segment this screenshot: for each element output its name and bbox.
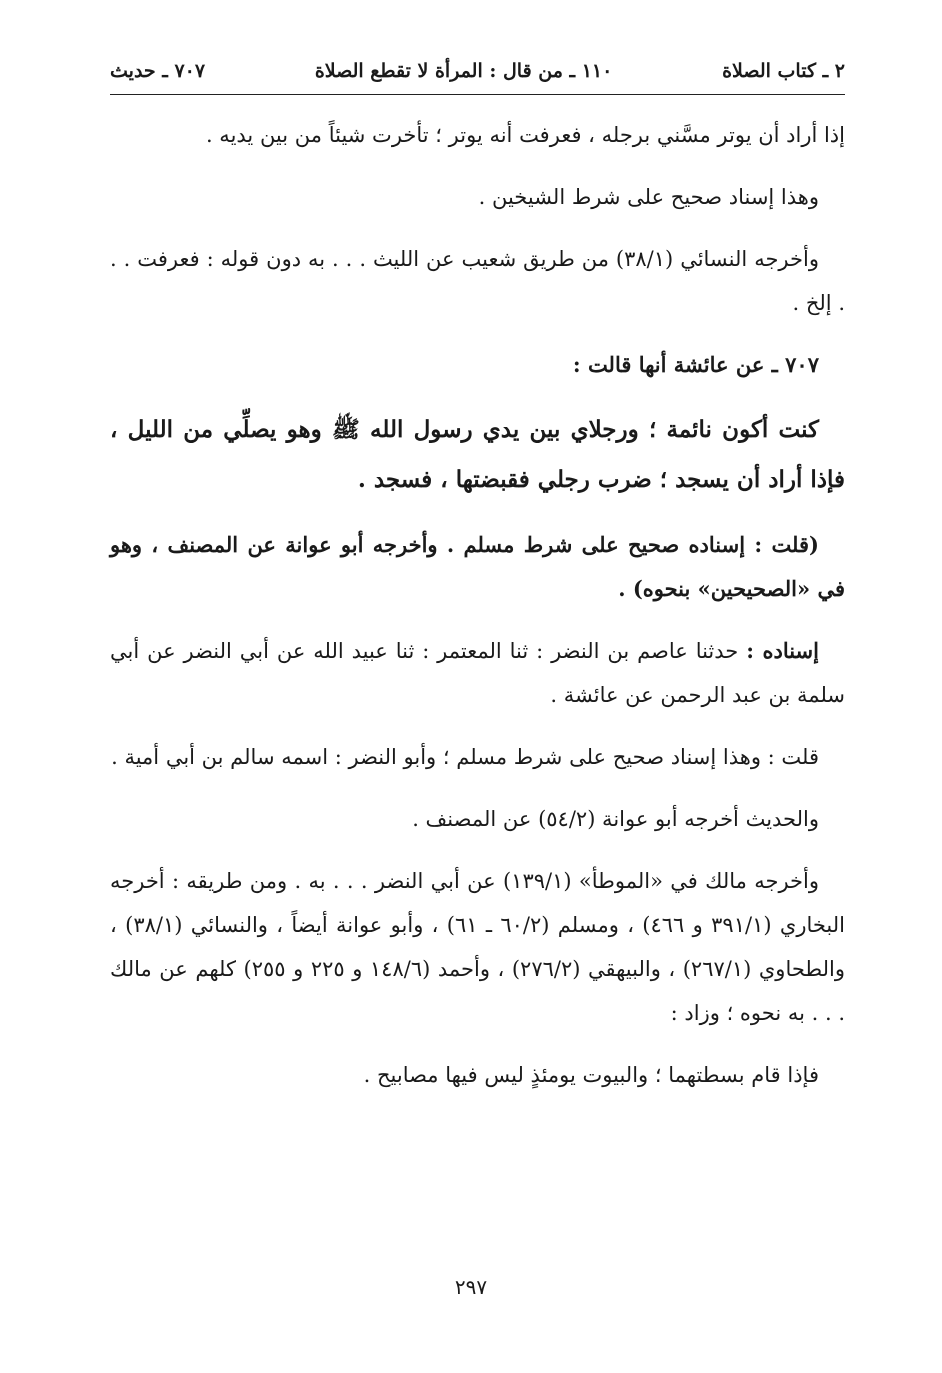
isnad-label: إسناده :: [746, 638, 819, 663]
hadith-text: كنت أكون نائمة ؛ ورجلاي بين يدي رسول الله ﷺ وهو يصلِّي من الليل ، فإذا أراد أن يسجد ؛ ضرب رجلي فقبضتها ، فسجد .: [110, 416, 845, 493]
header-book-title: ٢ ـ كتاب الصلاة: [722, 60, 845, 82]
running-header: [110, 60, 845, 95]
isnad-text: حدثنا عاصم بن النضر : ثنا المعتمر : ثنا عبيد الله عن أبي النضر عن أبي سلمة بن عبد الرحمن عن عائشة .: [110, 639, 845, 707]
paragraph-abu-awana: والحديث أخرجه أبو عوانة (٥٤/٢) عن المصنف .: [412, 807, 819, 831]
header-hadith-number: ٧٠٧ ـ حديث: [110, 60, 206, 82]
paragraph-takhrij: وأخرجه مالك في «الموطأ» (١٣٩/١) عن أبي النضر . . . به . ومن طريقه : أخرجه البخاري (٣٩١/١ و ٤٦٦) ، ومسلم (٦٠/٢ ـ ٦١) ، وأبو عوانة أيضاً ، والنسائي (٣٨/١) ، والطحاوي (٢٦٧/١) ، والبيهقي (٢٧٦/٢) ، وأحمد (١٤٨/٦ و ٢٢٥ و ٢٥٥) كلهم عن مالك . . . به نحوه ؛ وزاد :: [110, 869, 845, 1025]
page-body: [110, 113, 845, 1097]
paragraph-comment: قلت : وهذا إسناد صحيح على شرط مسلم ؛ وأبو النضر : اسمه سالم بن أبي أمية .: [111, 745, 819, 769]
page: [110, 60, 845, 1115]
page-number: ٢٩٧: [454, 1275, 488, 1299]
paragraph-isnad-note: وهذا إسناد صحيح على شرط الشيخين .: [478, 185, 819, 209]
paragraph-continuation: إذا أراد أن يوتر مسَّني برجله ، فعرفت أنه يوتر ؛ تأخرت شيئاً من بين يديه .: [205, 123, 845, 147]
hadith-heading: ٧٠٧ ـ عن عائشة أنها قالت :: [572, 352, 819, 377]
paragraph-addition: فإذا قام بسطتهما ؛ والبيوت يومئذٍ ليس فيها مصابيح .: [363, 1063, 819, 1087]
paragraph-nasai-reference: وأخرجه النسائي (٣٨/١) من طريق شعيب عن الليث . . . به دون قوله : فعرفت . . . إلخ .: [110, 247, 845, 315]
paragraph-grading: (قلت : إسناده صحيح على شرط مسلم . وأخرجه أبو عوانة عن المصنف ، وهو في «الصحيحين» بنحوه) .: [110, 532, 845, 601]
header-chapter-title: ١١٠ ـ من قال : المرأة لا تقطع الصلاة: [314, 60, 613, 82]
paragraph-isnad: [110, 629, 845, 717]
